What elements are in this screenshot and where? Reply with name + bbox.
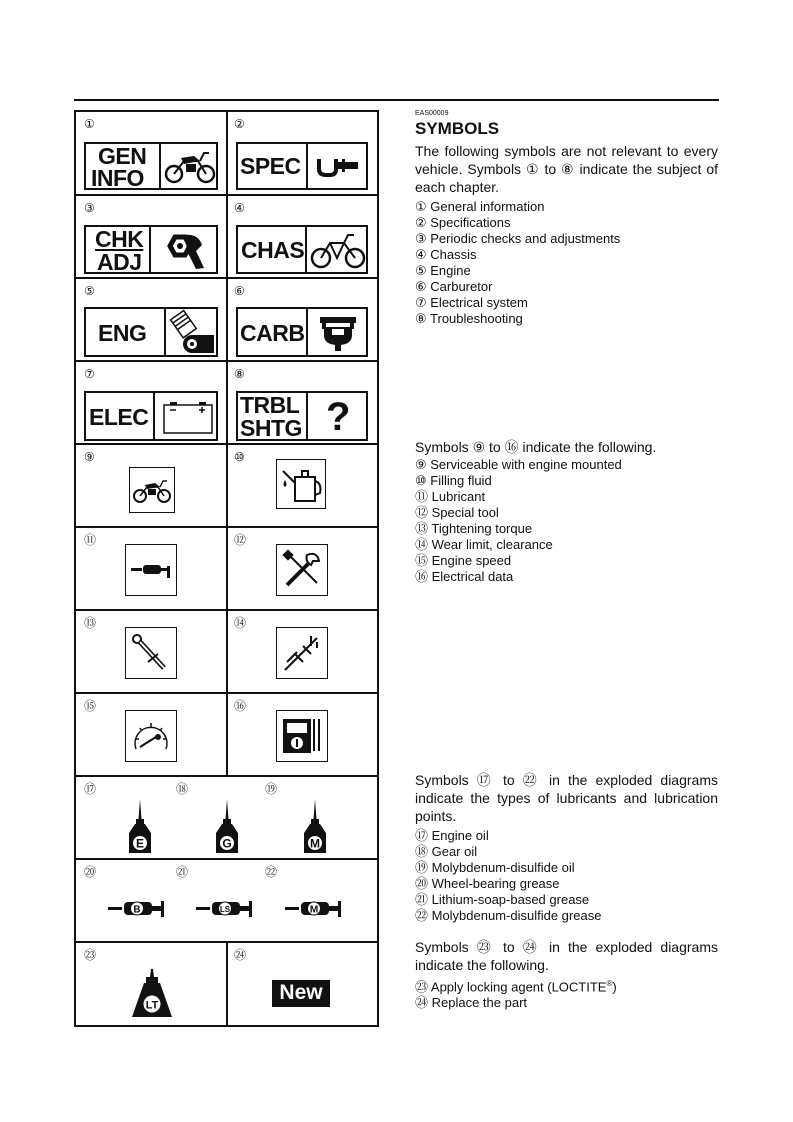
carb-label-box <box>236 307 368 357</box>
gen-info-label-box <box>84 142 218 190</box>
lubricant-symbol-list <box>415 828 718 924</box>
moly-grease-letter: M <box>309 904 319 916</box>
grid-row-11 <box>76 943 377 1025</box>
list-item: ㉔ Replace the part <box>415 995 528 1011</box>
shtg-text: SHTG <box>240 415 302 441</box>
eng-label-box <box>84 307 218 357</box>
chassis-frame-icon <box>310 231 366 271</box>
header-rule <box>74 99 719 101</box>
grid-row-4 <box>76 362 377 445</box>
symbol-electrical-data <box>228 694 377 775</box>
symbol-lubricant <box>76 528 228 609</box>
symbol-number: ⑭ <box>234 616 247 630</box>
symbol-number: ⑬ <box>84 616 97 630</box>
symbol-filling-fluid <box>228 445 377 526</box>
section3-paragraph: Symbols ⑰ to ㉒ in the exploded diagrams indicate the types of lubricants and lubrication points. <box>415 772 718 824</box>
grid-row-7 <box>76 611 377 694</box>
chapter-symbol-list <box>415 199 718 327</box>
wheel-bearing-grease-icon <box>107 898 171 920</box>
grid-row-6 <box>76 528 377 611</box>
symbol-elec <box>76 362 228 443</box>
question-icon: ? <box>326 395 350 439</box>
piston-icon <box>170 311 216 355</box>
symbol-number: ⑰ <box>84 782 97 796</box>
symbol-number: ⑪ <box>84 533 97 547</box>
symbol-number: ⑦ <box>84 367 95 381</box>
page-title: SYMBOLS <box>415 119 500 138</box>
elec-label-box <box>84 391 218 441</box>
symbol-number: ④ <box>234 201 245 215</box>
list-item: ⑭ Wear limit, clearance <box>415 537 553 552</box>
symbol-trbl-shtg <box>228 362 377 443</box>
symbol-number: ⑳ <box>84 865 97 879</box>
carb-text: CARB <box>240 320 305 346</box>
list-item: ③ Periodic checks and adjustments <box>415 231 621 246</box>
symbol-wear-limit <box>228 611 377 692</box>
symbol-number: ⑮ <box>84 699 97 713</box>
list-item: ④ Chassis <box>415 247 477 262</box>
grid-row-2 <box>76 196 377 279</box>
carburetor-icon <box>318 315 358 353</box>
motorcycle-icon <box>164 149 216 185</box>
symbol-chas <box>228 196 377 277</box>
symbol-eng <box>76 279 228 360</box>
spec-text: SPEC <box>240 153 301 179</box>
list-item: ⑱ Gear oil <box>415 844 478 859</box>
moly-grease-icon <box>284 898 348 920</box>
misc-symbol-list <box>415 976 718 1011</box>
symbol-number: ① <box>84 117 95 131</box>
symbol-chk-adj <box>76 196 228 277</box>
symbol-number: ㉔ <box>234 948 247 962</box>
battery-icon <box>162 401 214 435</box>
list-item: ⑯ Electrical data <box>415 569 514 584</box>
engine-oil-letter: E <box>135 836 145 851</box>
list-item: ⑥ Carburetor <box>415 279 493 294</box>
grid-row-10 <box>76 860 377 943</box>
moly-oil-can-icon <box>300 797 330 855</box>
symbol-engine-speed <box>76 694 228 775</box>
torque-wrench-icon <box>130 632 172 674</box>
list-item: ⑪ Lubricant <box>415 489 486 504</box>
symbol-locking-agent <box>76 943 228 1025</box>
section-code: EAS00009 <box>415 110 449 117</box>
locking-agent-bottle-icon <box>130 967 174 1019</box>
lubricant-oil-symbols <box>76 777 377 858</box>
list-item: ⑨ Serviceable with engine mounted <box>415 457 622 472</box>
locking-agent-letters: LT <box>145 999 159 1012</box>
engine-oil-can-icon <box>125 797 155 855</box>
symbol-spec <box>228 112 377 194</box>
list-item: ② Specifications <box>415 215 511 230</box>
trbl-shtg-label-box <box>236 391 368 441</box>
lithium-grease-letters: LS <box>219 904 231 914</box>
list-item: ⑤ Engine <box>415 263 471 278</box>
symbol-number: ㉓ <box>84 948 97 962</box>
list-item: ⑰ Engine oil <box>415 828 489 843</box>
lithium-grease-icon <box>195 898 259 920</box>
symbol-number: ⑲ <box>265 782 278 796</box>
service-symbol-list <box>415 457 718 585</box>
caliper-icon <box>281 632 323 674</box>
symbol-number: ㉑ <box>176 865 189 879</box>
multimeter-icon <box>281 715 323 757</box>
grid-row-3 <box>76 279 377 362</box>
grid-row-1 <box>76 112 377 196</box>
lubricant-grease-symbols <box>76 860 377 941</box>
symbol-number: ⑨ <box>84 450 95 464</box>
grid-row-9 <box>76 777 377 860</box>
adj-text: ADJ <box>97 249 142 275</box>
wrench-screwdriver-icon <box>281 549 323 591</box>
symbol-replace-part <box>228 943 377 1025</box>
oil-can-icon <box>280 463 322 505</box>
list-item: ⑬ Tightening torque <box>415 521 533 536</box>
chk-text: CHK <box>95 226 144 252</box>
symbol-tightening-torque <box>76 611 228 692</box>
intro-paragraph: The following symbols are not relevant to every vehicle. Symbols ① to ⑧ indicate the subject of each chapter. <box>415 143 718 195</box>
symbol-number: ㉒ <box>265 865 278 879</box>
list-item: ⑲ Molybdenum-disulfide oil <box>415 860 575 875</box>
symbol-grid <box>74 110 379 1027</box>
section2-paragraph: Symbols ⑨ to ⑯ indicate the following. <box>415 439 657 455</box>
symbol-number: ③ <box>84 201 95 215</box>
list-item: ⑦ Electrical system <box>415 295 528 310</box>
symbol-number: ⑯ <box>234 699 247 713</box>
chas-label-box <box>236 225 368 274</box>
trbl-text: TRBL <box>240 392 300 418</box>
grid-row-8 <box>76 694 377 777</box>
list-item: ㉓ Apply locking agent (LOCTITE®) <box>415 979 617 995</box>
gen-text: GEN <box>98 143 147 169</box>
motorcycle-icon <box>132 478 172 504</box>
chk-adj-label-box <box>84 225 218 274</box>
symbol-number: ⑥ <box>234 284 245 298</box>
section4-paragraph: Symbols ㉓ to ㉔ in the exploded diagrams indicate the following. <box>415 939 718 973</box>
symbol-engine-mounted <box>76 445 228 526</box>
new-part-badge: New <box>272 980 330 1007</box>
list-item: ⑩ Filling fluid <box>415 473 492 488</box>
symbol-number: ⑱ <box>176 782 189 796</box>
list-item: ⑳ Wheel-bearing grease <box>415 876 560 891</box>
list-item: ⑫ Special tool <box>415 505 499 520</box>
wheel-bearing-grease-letter: B <box>133 904 141 916</box>
list-item: ㉑ Lithium-soap-based grease <box>415 892 590 907</box>
symbol-number: ⑤ <box>84 284 95 298</box>
chas-text: CHAS <box>241 237 305 263</box>
eng-text: ENG <box>98 320 147 346</box>
micrometer-icon <box>316 154 362 178</box>
info-text: INFO <box>91 165 144 191</box>
elec-text: ELEC <box>89 404 149 430</box>
symbol-special-tool <box>228 528 377 609</box>
spec-label-box <box>236 142 368 190</box>
list-item: ① General information <box>415 199 545 214</box>
symbol-number: ② <box>234 117 245 131</box>
symbol-number: ⑩ <box>234 450 245 464</box>
list-item: ㉒ Molybdenum-disulfide grease <box>415 908 602 923</box>
grid-row-5 <box>76 445 377 528</box>
symbol-carb <box>228 279 377 360</box>
gear-oil-can-icon <box>212 797 242 855</box>
wrench-nut-icon <box>158 231 210 271</box>
list-item: ⑮ Engine speed <box>415 553 512 568</box>
symbol-number: ⑧ <box>234 367 245 381</box>
grease-gun-icon <box>130 560 172 580</box>
list-item: ⑧ Troubleshooting <box>415 311 523 326</box>
tachometer-icon <box>130 717 172 757</box>
symbol-number: ⑫ <box>234 533 247 547</box>
moly-oil-letter: M <box>310 836 320 851</box>
gear-oil-letter: G <box>222 836 232 851</box>
symbol-gen-info <box>76 112 228 194</box>
